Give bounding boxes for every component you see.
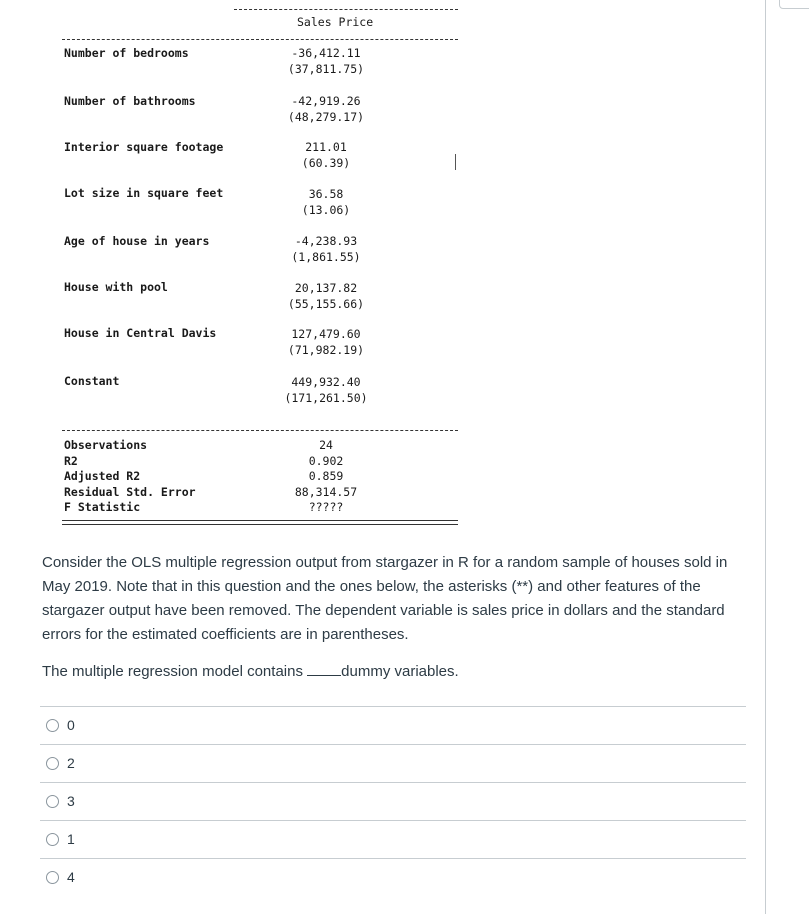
stat-label: R2 xyxy=(64,453,78,468)
row-values-lot-size xyxy=(267,186,385,218)
coef: -4,238.93 xyxy=(294,234,358,248)
page-right-border xyxy=(765,0,766,914)
row-values-constant xyxy=(267,374,385,406)
top-rule xyxy=(234,9,458,10)
stats-labels xyxy=(64,438,196,516)
radio-button[interactable] xyxy=(46,757,59,770)
row-label-constant: Constant xyxy=(64,374,120,388)
coef: 449,932.40 xyxy=(291,375,361,389)
answer-option[interactable] xyxy=(40,706,746,744)
radio-button[interactable] xyxy=(46,833,59,846)
std-error: (55,155.66) xyxy=(287,297,365,311)
answer-option[interactable] xyxy=(40,858,746,896)
row-values-bathrooms xyxy=(267,93,385,125)
stat-label: Adjusted R2 xyxy=(64,469,141,483)
answer-label[interactable]: 3 xyxy=(67,793,75,809)
coef: -42,919.26 xyxy=(291,94,361,108)
radio-button[interactable] xyxy=(46,795,59,808)
answer-option[interactable] xyxy=(40,744,746,782)
row-label-interior-sqft: Interior square footage xyxy=(64,140,224,154)
row-values-pool xyxy=(267,280,385,312)
row-label-pool: House with pool xyxy=(64,280,168,294)
question-paragraph: Consider the OLS multiple regression output from stargazer in R for a random sample of houses sold in May 2019. Note that in this question and the ones below, the asterisks (**) and other features of the stargazer output have been removed. The dependent variable is sales price in dollars and the standard errors for the estimated coefficients are in parentheses. xyxy=(42,554,728,643)
stat-value: 0.902 xyxy=(308,453,344,468)
std-error: (71,982.19) xyxy=(287,343,365,357)
question-text xyxy=(42,551,752,647)
bottom-double-rule xyxy=(62,520,458,525)
radio-button[interactable] xyxy=(46,871,59,884)
stat-value: ????? xyxy=(308,500,344,514)
stat-label: Observations xyxy=(64,438,148,452)
stat-value: 88,314.57 xyxy=(294,484,358,499)
std-error: (37,811.75) xyxy=(287,62,365,76)
row-label-bathrooms: Number of bathrooms xyxy=(64,94,196,108)
regression-table xyxy=(62,0,458,530)
stat-label: F Statistic xyxy=(64,500,141,514)
std-error: (60.39) xyxy=(301,156,351,170)
stat-value: 0.859 xyxy=(308,469,344,483)
answer-label[interactable]: 0 xyxy=(67,717,75,733)
coef: 36.58 xyxy=(308,187,344,201)
answer-blank xyxy=(307,659,341,676)
question-prompt xyxy=(42,659,459,684)
answer-label[interactable]: 2 xyxy=(67,755,75,771)
stats-values xyxy=(267,438,385,516)
row-label-central-davis: House in Central Davis xyxy=(64,326,217,340)
dependent-variable-header: Sales Price xyxy=(297,15,374,29)
answer-label[interactable]: 4 xyxy=(67,869,75,885)
row-label-bedrooms: Number of bedrooms xyxy=(64,46,189,60)
row-values-age xyxy=(267,233,385,265)
std-error: (48,279.17) xyxy=(287,110,365,124)
stats-rule xyxy=(62,430,458,431)
coef: 20,137.82 xyxy=(294,281,358,295)
stat-label: Residual Std. Error xyxy=(64,484,196,499)
answer-label[interactable]: 1 xyxy=(67,831,75,847)
answer-list xyxy=(40,706,746,896)
prompt-before: The multiple regression model contains xyxy=(42,663,303,680)
coef: 127,479.60 xyxy=(291,327,361,341)
row-label-age: Age of house in years xyxy=(64,234,210,248)
row-values-central-davis xyxy=(267,326,385,358)
std-error: (171,261.50) xyxy=(284,391,368,405)
text-cursor xyxy=(455,154,456,170)
row-label-lot-size: Lot size in square feet xyxy=(64,186,224,200)
stat-value: 24 xyxy=(319,438,333,452)
row-values-interior-sqft xyxy=(267,139,385,171)
coef: 211.01 xyxy=(305,140,347,154)
prompt-after: dummy variables. xyxy=(341,663,459,680)
row-values-bedrooms xyxy=(267,45,385,77)
corner-widget xyxy=(779,0,809,9)
coef: -36,412.11 xyxy=(291,46,361,60)
std-error: (1,861.55) xyxy=(291,250,361,264)
std-error: (13.06) xyxy=(301,203,351,217)
answer-option[interactable] xyxy=(40,820,746,858)
answer-option[interactable] xyxy=(40,782,746,820)
header-rule xyxy=(62,39,458,40)
radio-button[interactable] xyxy=(46,719,59,732)
